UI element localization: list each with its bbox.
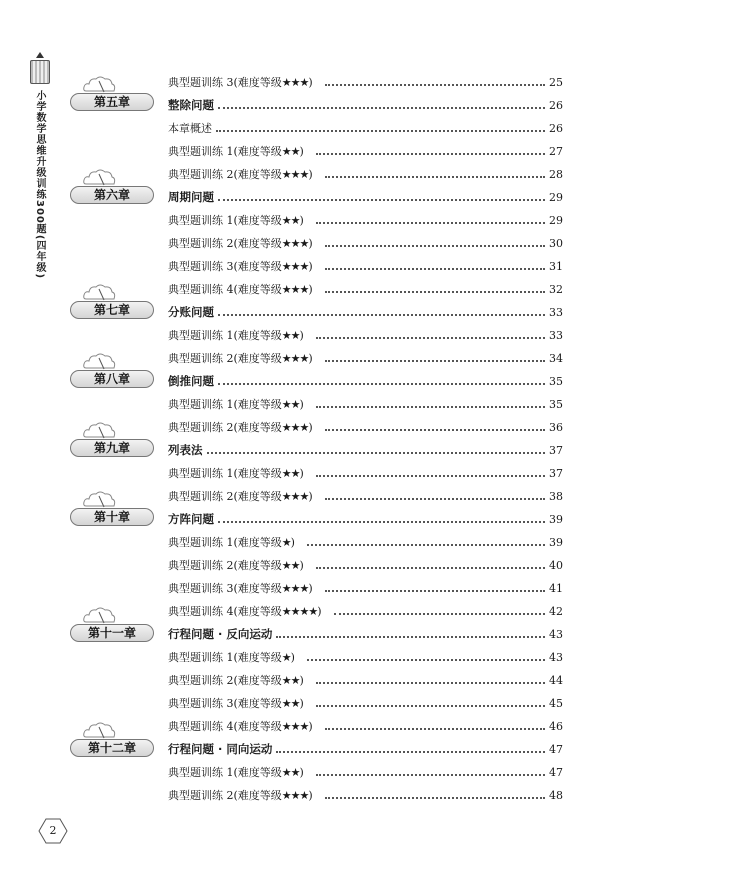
toc-page-number: 35 — [549, 397, 563, 411]
dot-leader — [218, 199, 545, 201]
chapter-badge — [70, 354, 156, 388]
dot-leader — [218, 521, 545, 523]
toc-chapter-row[interactable] — [168, 95, 563, 115]
cloud-icon — [82, 606, 116, 624]
dot-leader — [325, 797, 545, 799]
toc-page-number: 48 — [549, 788, 563, 802]
difficulty-stars: ★★★ — [281, 352, 309, 365]
toc-page-number: 29 — [549, 213, 563, 227]
difficulty-stars: ★★★ — [281, 237, 309, 250]
difficulty-stars: ★★ — [281, 766, 300, 779]
toc-row[interactable] — [168, 72, 563, 92]
toc-chapter-row[interactable] — [168, 509, 563, 529]
chapter-badge — [70, 723, 156, 757]
toc-page-number: 33 — [549, 305, 563, 319]
toc-page-number: 39 — [549, 512, 563, 526]
toc-row[interactable] — [168, 417, 563, 437]
toc-page-number: 37 — [549, 443, 563, 457]
dot-leader — [325, 429, 545, 431]
difficulty-stars: ★★ — [281, 329, 300, 342]
toc-title: 典型题训练 3(难度等级★★★) — [168, 260, 313, 273]
chapter-label: 第十一章 — [70, 624, 154, 642]
chapter-badge — [70, 608, 156, 642]
toc-title: 典型题训练 1(难度等级★) — [168, 651, 295, 664]
toc-title: 典型题训练 1(难度等级★★) — [168, 467, 304, 480]
toc-title: 典型题训练 2(难度等级★★) — [168, 674, 304, 687]
difficulty-stars: ★★★ — [281, 720, 309, 733]
chapter-badge — [70, 492, 156, 526]
difficulty-stars: ★★★ — [281, 490, 309, 503]
toc-page-number: 35 — [549, 374, 563, 388]
toc-title: 整除问题 — [168, 98, 214, 112]
dot-leader — [218, 383, 545, 385]
dot-leader — [325, 360, 545, 362]
dot-leader — [207, 452, 546, 454]
toc-page-number: 33 — [549, 328, 563, 342]
chapter-label: 第十二章 — [70, 739, 154, 757]
toc-title: 典型题训练 4(难度等级★★★★) — [168, 605, 322, 618]
toc-row[interactable] — [168, 693, 563, 713]
toc-page-number: 39 — [549, 535, 563, 549]
difficulty-stars: ★★ — [281, 398, 300, 411]
dot-leader — [316, 406, 545, 408]
toc-title: 典型题训练 2(难度等级★★★) — [168, 237, 313, 250]
difficulty-stars: ★★★ — [281, 260, 309, 273]
dot-leader — [325, 268, 545, 270]
toc-title: 典型题训练 3(难度等级★★★) — [168, 582, 313, 595]
cloud-icon — [82, 283, 116, 301]
toc-row[interactable] — [168, 325, 563, 345]
toc-title: 典型题训练 1(难度等级★★) — [168, 398, 304, 411]
toc-chapter-row[interactable] — [168, 371, 563, 391]
dot-leader — [325, 245, 545, 247]
toc-row[interactable] — [168, 233, 563, 253]
dot-leader — [316, 475, 545, 477]
toc-page-number: 32 — [549, 282, 563, 296]
difficulty-stars: ★★★ — [281, 582, 309, 595]
cloud-icon — [82, 421, 116, 439]
cloud-icon — [82, 75, 116, 93]
toc-row[interactable] — [168, 141, 563, 161]
dot-leader — [307, 544, 545, 546]
toc-chapter-row[interactable] — [168, 187, 563, 207]
dot-leader — [325, 176, 545, 178]
toc-title: 行程问题 · 同向运动 — [168, 742, 273, 756]
toc-title: 典型题训练 1(难度等级★★) — [168, 329, 304, 342]
toc-title: 分账问题 — [168, 305, 214, 319]
dot-leader — [276, 751, 545, 753]
toc-title: 典型题训练 2(难度等级★★★) — [168, 490, 313, 503]
chapter-label: 第十章 — [70, 508, 154, 526]
toc-title: 倒推问题 — [168, 374, 214, 388]
difficulty-stars: ★★ — [281, 214, 300, 227]
toc-title: 典型题训练 2(难度等级★★★) — [168, 352, 313, 365]
toc-page-number: 30 — [549, 236, 563, 250]
toc-page-number: 45 — [549, 696, 563, 710]
toc-row[interactable] — [168, 785, 563, 805]
dot-leader — [316, 567, 545, 569]
toc-title: 典型题训练 4(难度等级★★★) — [168, 720, 313, 733]
difficulty-stars: ★★ — [281, 559, 300, 572]
toc-title: 典型题训练 2(难度等级★★) — [168, 559, 304, 572]
toc-page-number: 31 — [549, 259, 563, 273]
chapter-label: 第七章 — [70, 301, 154, 319]
triangle-icon — [36, 52, 44, 58]
toc-page-number: 36 — [549, 420, 563, 434]
toc-row[interactable] — [168, 762, 563, 782]
toc-chapter-row[interactable] — [168, 302, 563, 322]
toc-page-number: 28 — [549, 167, 563, 181]
toc-page-number: 26 — [549, 121, 563, 135]
cloud-icon — [82, 352, 116, 370]
toc-title: 典型题训练 1(难度等级★★) — [168, 214, 304, 227]
cloud-icon — [82, 490, 116, 508]
toc-title: 行程问题 · 反向运动 — [168, 627, 273, 641]
chapter-badge — [70, 77, 156, 111]
toc-row[interactable] — [168, 578, 563, 598]
difficulty-stars: ★★★ — [281, 168, 309, 181]
toc-row[interactable] — [168, 532, 563, 552]
toc-title: 典型题训练 1(难度等级★) — [168, 536, 295, 549]
dot-leader — [218, 314, 545, 316]
toc-page-number: 37 — [549, 466, 563, 480]
chapter-badge — [70, 285, 156, 319]
toc-chapter-row[interactable] — [168, 624, 563, 644]
toc-page-number: 43 — [549, 627, 563, 641]
toc-row[interactable] — [168, 348, 563, 368]
difficulty-stars: ★★ — [281, 467, 300, 480]
toc-title: 典型题训练 1(难度等级★★) — [168, 766, 304, 779]
toc-title: 典型题训练 3(难度等级★★★) — [168, 76, 313, 89]
toc-title: 典型题训练 2(难度等级★★★) — [168, 168, 313, 181]
toc-title: 典型题训练 1(难度等级★★) — [168, 145, 304, 158]
dot-leader — [316, 153, 545, 155]
toc-title: 典型题训练 3(难度等级★★) — [168, 697, 304, 710]
difficulty-stars: ★★★ — [281, 283, 309, 296]
toc-row[interactable] — [168, 210, 563, 230]
toc-page-number: 43 — [549, 650, 563, 664]
toc-row[interactable] — [168, 716, 563, 736]
cloud-icon — [82, 721, 116, 739]
dot-leader — [316, 222, 545, 224]
toc-row[interactable] — [168, 394, 563, 414]
toc-title: 列表法 — [168, 443, 203, 457]
toc-title: 典型题训练 2(难度等级★★★) — [168, 421, 313, 434]
toc-row[interactable] — [168, 118, 563, 138]
dot-leader — [325, 590, 545, 592]
difficulty-stars: ★★★★ — [281, 605, 318, 618]
dot-leader — [307, 659, 545, 661]
toc-page-number: 40 — [549, 558, 563, 572]
book-icon — [30, 60, 50, 84]
toc-row[interactable] — [168, 647, 563, 667]
dot-leader — [334, 613, 545, 615]
dot-leader — [218, 107, 545, 109]
toc-page-number: 27 — [549, 144, 563, 158]
dot-leader — [276, 636, 545, 638]
dot-leader — [316, 774, 545, 776]
page-number-badge — [38, 818, 68, 844]
toc-row[interactable] — [168, 256, 563, 276]
toc-row[interactable] — [168, 555, 563, 575]
dot-leader — [316, 682, 545, 684]
toc-title: 方阵问题 — [168, 512, 214, 526]
toc-row[interactable] — [168, 486, 563, 506]
toc-page-number: 29 — [549, 190, 563, 204]
toc-page-number: 44 — [549, 673, 563, 687]
book-title: 小学数学思维升级训练300题(四年级) — [34, 90, 45, 280]
difficulty-stars: ★ — [281, 651, 291, 664]
toc-title: 典型题训练 2(难度等级★★★) — [168, 789, 313, 802]
dot-leader — [325, 84, 545, 86]
chapter-label: 第五章 — [70, 93, 154, 111]
page-number: 2 — [49, 824, 57, 837]
toc-page-number: 26 — [549, 98, 563, 112]
difficulty-stars: ★★★ — [281, 789, 309, 802]
toc-row[interactable] — [168, 670, 563, 690]
toc-chapter-row[interactable] — [168, 739, 563, 759]
toc-page-number: 47 — [549, 765, 563, 779]
toc-title: 典型题训练 4(难度等级★★★) — [168, 283, 313, 296]
dot-leader — [316, 705, 545, 707]
toc-page-number: 34 — [549, 351, 563, 365]
toc-title: 周期问题 — [168, 190, 214, 204]
side-book-label — [30, 52, 52, 279]
toc-page-number: 38 — [549, 489, 563, 503]
toc-page-number: 42 — [549, 604, 563, 618]
dot-leader — [325, 728, 545, 730]
toc-page-number: 46 — [549, 719, 563, 733]
chapter-label: 第九章 — [70, 439, 154, 457]
toc-page-number: 25 — [549, 75, 563, 89]
toc-chapter-row[interactable] — [168, 440, 563, 460]
difficulty-stars: ★★ — [281, 674, 300, 687]
chapter-badge — [70, 170, 156, 204]
cloud-icon — [82, 168, 116, 186]
chapter-badge — [70, 423, 156, 457]
toc-row[interactable] — [168, 463, 563, 483]
toc-row[interactable] — [168, 601, 563, 621]
toc-page-number: 47 — [549, 742, 563, 756]
toc-title: 本章概述 — [168, 122, 212, 135]
toc-page-number: 41 — [549, 581, 563, 595]
chapter-label: 第六章 — [70, 186, 154, 204]
toc-row[interactable] — [168, 279, 563, 299]
dot-leader — [325, 291, 545, 293]
dot-leader — [325, 498, 545, 500]
difficulty-stars: ★★★ — [281, 76, 309, 89]
toc-row[interactable] — [168, 164, 563, 184]
dot-leader — [316, 337, 545, 339]
difficulty-stars: ★★ — [281, 145, 300, 158]
difficulty-stars: ★★ — [281, 697, 300, 710]
difficulty-stars: ★ — [281, 536, 291, 549]
dot-leader — [216, 130, 545, 132]
chapter-label: 第八章 — [70, 370, 154, 388]
difficulty-stars: ★★★ — [281, 421, 309, 434]
